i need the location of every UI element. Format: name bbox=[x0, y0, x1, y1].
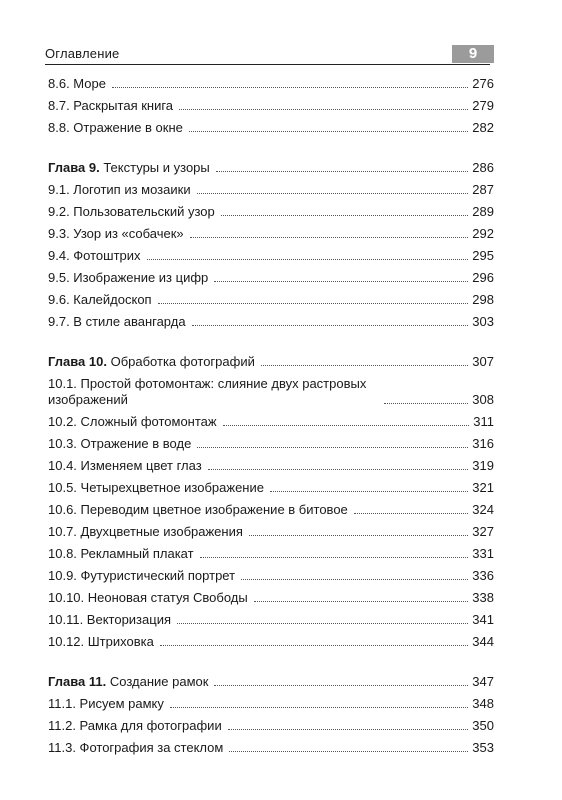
chapter-name: Создание рамок bbox=[109, 674, 209, 689]
entry-page-number: 316 bbox=[472, 436, 494, 451]
entry-title: 9.3. Узор из «собачек» bbox=[48, 226, 184, 241]
toc-entry[interactable] bbox=[48, 242, 494, 264]
dot-leader bbox=[214, 281, 468, 282]
entry-title: 8.7. Раскрытая книга bbox=[48, 98, 174, 113]
toc-section bbox=[48, 348, 494, 650]
entry-title: 10.8. Рекламный плакат bbox=[48, 546, 194, 561]
entry-title: 10.3. Отражение в воде bbox=[48, 436, 192, 451]
entry-title: 10.11. Векторизация bbox=[48, 612, 171, 627]
entry-title: 10.5. Четырехцветное изображение bbox=[48, 480, 264, 495]
dot-leader bbox=[192, 325, 469, 326]
toc-entry[interactable] bbox=[48, 518, 494, 540]
dot-leader bbox=[229, 751, 468, 752]
toc-entry[interactable] bbox=[48, 286, 494, 308]
toc-entry[interactable] bbox=[48, 176, 494, 198]
entry-page-number: 292 bbox=[472, 226, 494, 241]
entry-page-number: 319 bbox=[472, 458, 494, 473]
entry-title: 10.4. Изменяем цвет глаз bbox=[48, 458, 202, 473]
toc-entry[interactable] bbox=[48, 264, 494, 286]
entry-title: 8.6. Море bbox=[48, 76, 106, 91]
chapter-name: Обработка фотографий bbox=[110, 354, 255, 369]
dot-leader bbox=[254, 601, 469, 602]
entry-page-number: 289 bbox=[472, 204, 494, 219]
dot-leader bbox=[228, 729, 469, 730]
dot-leader bbox=[158, 303, 469, 304]
entry-page-number: 324 bbox=[472, 502, 494, 517]
dot-leader bbox=[160, 645, 468, 646]
dot-leader bbox=[208, 469, 469, 470]
toc-entry[interactable] bbox=[48, 370, 494, 408]
entry-page-number: 308 bbox=[472, 392, 494, 407]
entry-title: 11.3. Фотография за стеклом bbox=[48, 740, 224, 755]
page-number-badge: 9 bbox=[452, 45, 494, 63]
dot-leader bbox=[261, 365, 468, 366]
entry-page-number: 348 bbox=[472, 696, 494, 711]
chapter-label: Глава 9. bbox=[48, 160, 100, 175]
toc-entry[interactable] bbox=[48, 92, 494, 114]
chapter-title bbox=[48, 674, 208, 690]
dot-leader bbox=[177, 623, 468, 624]
entry-page-number: 327 bbox=[472, 524, 494, 539]
dot-leader bbox=[190, 237, 469, 238]
entry-page-number: 296 bbox=[472, 270, 494, 285]
entry-title: 11.2. Рамка для фотографии bbox=[48, 718, 222, 733]
dot-leader bbox=[147, 259, 469, 260]
entry-title: 10.6. Переводим цветное изображение в битовое bbox=[48, 502, 348, 517]
entry-page-number: 353 bbox=[472, 740, 494, 755]
dot-leader bbox=[200, 557, 469, 558]
dot-leader bbox=[197, 193, 469, 194]
dot-leader bbox=[354, 513, 469, 514]
dot-leader bbox=[249, 535, 468, 536]
toc-chapter-entry[interactable] bbox=[48, 154, 494, 176]
toc-chapter-entry[interactable] bbox=[48, 348, 494, 370]
entry-title: 10.10. Неоновая статуя Свободы bbox=[48, 590, 248, 605]
toc-entry[interactable] bbox=[48, 430, 494, 452]
entry-title: 10.12. Штриховка bbox=[48, 634, 154, 649]
entry-page-number: 331 bbox=[472, 546, 494, 561]
entry-page-number: 276 bbox=[472, 76, 494, 91]
entry-title: 11.1. Рисуем рамку bbox=[48, 696, 164, 711]
toc-section bbox=[48, 70, 494, 136]
toc-entry[interactable] bbox=[48, 734, 494, 756]
entry-title: 9.5. Изображение из цифр bbox=[48, 270, 209, 285]
toc-entry[interactable] bbox=[48, 606, 494, 628]
entry-title: 8.8. Отражение в окне bbox=[48, 120, 183, 135]
toc-entry[interactable] bbox=[48, 584, 494, 606]
dot-leader bbox=[270, 491, 468, 492]
toc-entry[interactable] bbox=[48, 712, 494, 734]
dot-leader bbox=[216, 171, 469, 172]
toc-entry[interactable] bbox=[48, 496, 494, 518]
entry-page-number: 282 bbox=[472, 120, 494, 135]
chapter-page-number: 286 bbox=[472, 160, 494, 175]
toc-section bbox=[48, 668, 494, 756]
chapter-title bbox=[48, 160, 210, 176]
dot-leader bbox=[170, 707, 468, 708]
entry-page-number: 350 bbox=[472, 718, 494, 733]
entry-title: 9.2. Пользовательский узор bbox=[48, 204, 215, 219]
entry-title: 10.2. Сложный фотомонтаж bbox=[48, 414, 217, 429]
entry-page-number: 303 bbox=[472, 314, 494, 329]
dot-leader bbox=[223, 425, 470, 426]
entry-page-number: 279 bbox=[472, 98, 494, 113]
dot-leader bbox=[197, 447, 468, 448]
dot-leader bbox=[112, 87, 468, 88]
entry-title: 9.6. Калейдоскоп bbox=[48, 292, 152, 307]
entry-title: 10.7. Двухцветные изображения bbox=[48, 524, 243, 539]
toc-section bbox=[48, 154, 494, 330]
table-of-contents bbox=[48, 70, 494, 756]
entry-page-number: 287 bbox=[472, 182, 494, 197]
toc-entry[interactable] bbox=[48, 408, 494, 430]
entry-title: 9.7. В стиле авангарда bbox=[48, 314, 186, 329]
chapter-name: Текстуры и узоры bbox=[103, 160, 210, 175]
entry-page-number: 336 bbox=[472, 568, 494, 583]
entry-page-number: 344 bbox=[472, 634, 494, 649]
entry-page-number: 321 bbox=[472, 480, 494, 495]
dot-leader bbox=[214, 685, 468, 686]
running-header-title: Оглавление bbox=[45, 46, 120, 61]
dot-leader bbox=[189, 131, 468, 132]
entry-title: 9.4. Фотоштрих bbox=[48, 248, 141, 263]
dot-leader bbox=[241, 579, 468, 580]
chapter-label: Глава 10. bbox=[48, 354, 107, 369]
toc-entry[interactable] bbox=[48, 114, 494, 136]
toc-entry[interactable] bbox=[48, 452, 494, 474]
toc-entry[interactable] bbox=[48, 308, 494, 330]
toc-entry[interactable] bbox=[48, 690, 494, 712]
toc-entry[interactable] bbox=[48, 198, 494, 220]
chapter-title bbox=[48, 354, 255, 370]
toc-chapter-entry[interactable] bbox=[48, 668, 494, 690]
running-header bbox=[45, 46, 490, 65]
entry-title: 9.1. Логотип из мозаики bbox=[48, 182, 191, 197]
dot-leader bbox=[221, 215, 469, 216]
entry-page-number: 295 bbox=[472, 248, 494, 263]
entry-page-number: 338 bbox=[472, 590, 494, 605]
entry-page-number: 298 bbox=[472, 292, 494, 307]
dot-leader bbox=[179, 109, 468, 110]
toc-entry[interactable] bbox=[48, 220, 494, 242]
entry-page-number: 341 bbox=[472, 612, 494, 627]
toc-entry[interactable] bbox=[48, 474, 494, 496]
entry-title: 10.9. Футуристический портрет bbox=[48, 568, 236, 583]
entry-title: 10.1. Простой фотомонтаж: слияние двух растровых изображений bbox=[48, 376, 367, 407]
toc-entry[interactable] bbox=[48, 562, 494, 584]
toc-entry[interactable] bbox=[48, 70, 494, 92]
toc-entry[interactable] bbox=[48, 540, 494, 562]
toc-entry[interactable] bbox=[48, 628, 494, 650]
dot-leader bbox=[384, 403, 468, 404]
chapter-label: Глава 11. bbox=[48, 674, 107, 689]
chapter-page-number: 307 bbox=[472, 354, 494, 369]
chapter-page-number: 347 bbox=[472, 674, 494, 689]
entry-page-number: 311 bbox=[473, 414, 494, 429]
